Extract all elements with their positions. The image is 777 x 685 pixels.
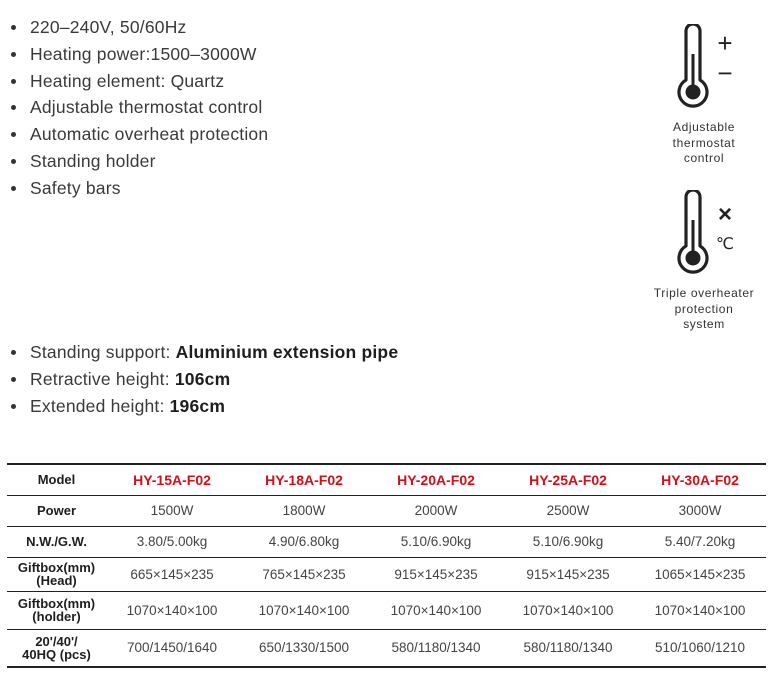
table-row <box>7 495 766 526</box>
svg-text:+: + <box>717 28 733 58</box>
table-cell: 1800W <box>238 495 370 526</box>
feature-item: Extended height: 196cm <box>10 393 398 420</box>
table-cell: 5.40/7.20kg <box>634 526 766 557</box>
table-cell: 3.80/5.00kg <box>106 526 238 557</box>
table-cell: 700/1450/1640 <box>106 629 238 667</box>
svg-text:×: × <box>717 201 733 228</box>
table-row <box>7 591 766 629</box>
model-cell: HY-30A-F02 <box>634 464 766 495</box>
model-cell: HY-18A-F02 <box>238 464 370 495</box>
table-cell: 580/1180/1340 <box>370 629 502 667</box>
feature-item: Standing support: Aluminium extension pipe <box>10 339 398 366</box>
table-cell: 3000W <box>634 495 766 526</box>
spec-table <box>7 463 766 668</box>
table-cell: 915×145×235 <box>502 557 634 591</box>
table-cell: 1070×140×100 <box>370 591 502 629</box>
feature-item: Retractive height: 106cm <box>10 366 398 393</box>
table-cell: 2500W <box>502 495 634 526</box>
table-cell: 2000W <box>370 495 502 526</box>
row-header: Giftbox(mm) (Head) <box>7 557 106 591</box>
table-cell: 510/1060/1210 <box>634 629 766 667</box>
table-cell: 665×145×235 <box>106 557 238 591</box>
table-cell: 580/1180/1340 <box>502 629 634 667</box>
table-cell: 1070×140×100 <box>502 591 634 629</box>
feature-item: Safety bars <box>10 175 268 202</box>
row-header: Model <box>7 464 106 495</box>
feature-item: Heating power:1500–3000W <box>10 41 268 68</box>
table-cell: 1070×140×100 <box>106 591 238 629</box>
table-cell: 765×145×235 <box>238 557 370 591</box>
table-row <box>7 629 766 667</box>
table-cell: 5.10/6.90kg <box>502 526 634 557</box>
model-cell: HY-25A-F02 <box>502 464 634 495</box>
row-header: N.W./G.W. <box>7 526 106 557</box>
feature-item: 220–240V, 50/60Hz <box>10 14 268 41</box>
table-cell: 1500W <box>106 495 238 526</box>
feature-item: Automatic overheat protection <box>10 121 268 148</box>
feature-list <box>10 14 268 202</box>
table-row <box>7 526 766 557</box>
row-header: 20'/40'/ 40HQ (pcs) <box>7 629 106 667</box>
table-row <box>7 464 766 495</box>
thermometer-plus-minus-icon <box>669 24 739 112</box>
model-cell: HY-15A-F02 <box>106 464 238 495</box>
overheat-feature <box>639 190 769 333</box>
svg-text:−: − <box>717 58 733 88</box>
table-cell: 915×145×235 <box>370 557 502 591</box>
row-header: Giftbox(mm) (holder) <box>7 591 106 629</box>
table-cell: 4.90/6.80kg <box>238 526 370 557</box>
table-cell: 1065×145×235 <box>634 557 766 591</box>
table-cell: 650/1330/1500 <box>238 629 370 667</box>
feature-item: Heating element: Quartz <box>10 68 268 95</box>
icon-caption: Triple overheater protection system <box>653 286 755 331</box>
table-row <box>7 557 766 591</box>
feature-item: Adjustable thermostat control <box>10 94 268 121</box>
svg-text:℃: ℃ <box>716 234 734 253</box>
thermometer-overheat-icon <box>669 190 739 278</box>
icon-caption: Adjustable thermostat control <box>672 120 736 165</box>
model-cell: HY-20A-F02 <box>370 464 502 495</box>
table-cell: 5.10/6.90kg <box>370 526 502 557</box>
feature-item: Standing holder <box>10 148 268 175</box>
table-cell: 1070×140×100 <box>238 591 370 629</box>
row-header: Power <box>7 495 106 526</box>
table-cell: 1070×140×100 <box>634 591 766 629</box>
support-list <box>10 339 398 419</box>
thermostat-feature <box>639 24 769 167</box>
